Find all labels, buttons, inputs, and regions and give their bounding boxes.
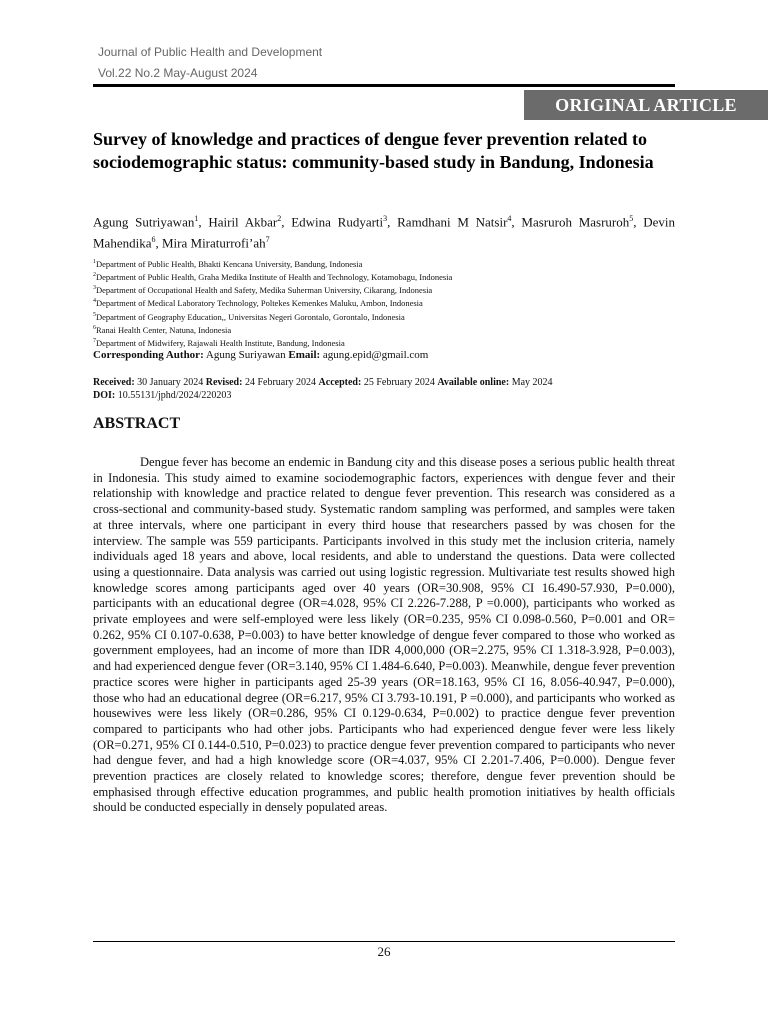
- affiliation-item: $^4$Department of Medical Laboratory Technology, Poltekes Kemenkes Maluku, Ambon, Indonesia: [93, 298, 423, 309]
- author-affiliation-mark: 2: [277, 214, 282, 223]
- author-affiliation-mark: 4: [507, 214, 512, 223]
- corresponding-email: agung.epid@gmail.com: [322, 349, 429, 361]
- author-affiliation-mark: 7: [265, 235, 270, 245]
- author-affiliation-mark: 6: [151, 235, 156, 245]
- received-date: 30 January 2024: [137, 377, 204, 388]
- author-name: Edwina Rudyarti: [291, 214, 384, 230]
- affiliation-item: $^5$Department of Geography Education,, Universitas Negeri Gorontalo, Gorontalo, Indonesia: [93, 311, 405, 322]
- accepted-label: Accepted:: [318, 377, 362, 388]
- author-list: Agung Sutriyawan$^1$, Hairil Akbar$^2$, Edwina Rudyarti$^3$, Ramdhani M Natsir$^4$, Masruroh Masruroh$^5$, Devin Mahendika$^6$, Mira $Miraturrofi’ah^7$: [93, 214, 676, 251]
- doi-label: DOI:: [93, 390, 116, 401]
- article-type-badge: ORIGINAL ARTICLE: [524, 90, 768, 120]
- author-name: Masruroh Masruroh: [521, 214, 630, 230]
- affiliation-item: $^2$Department of Public Health, Graha Medika Institute of Health and Technology, Kotamobagu, Indonesia: [93, 271, 453, 282]
- journal-volume: Vol.22 No.2 May-August 2024: [98, 66, 258, 80]
- author-name: Ramdhani M Natsir: [397, 214, 508, 230]
- doi-line: [93, 389, 693, 402]
- corresponding-author: [93, 348, 693, 362]
- revised-date: 24 February 2024: [244, 377, 317, 388]
- author-name: Mira Miraturrofi’ah: [161, 235, 266, 251]
- available-online-date: May 2024: [511, 377, 553, 388]
- abstract-heading: ABSTRACT: [93, 415, 181, 432]
- author-name: Hairil Akbar: [208, 214, 278, 230]
- page-number: 26: [377, 944, 391, 959]
- journal-name: Journal of Public Health and Development: [98, 45, 323, 59]
- affiliation-item: $^6$Ranai Health Center, Natuna, Indonesia: [93, 324, 232, 335]
- email-label: Email:: [288, 349, 321, 361]
- article-dates: [93, 376, 693, 389]
- affiliation-list: [93, 257, 693, 349]
- author-name: Agung Sutriyawan: [93, 214, 195, 230]
- received-label: Received:: [93, 377, 135, 388]
- header-rule: [93, 84, 675, 87]
- affiliation-item: $^7$Department of Midwifery, Rajawali Health Institute, Bandung, Indonesia: [93, 337, 345, 348]
- article-title: Survey of knowledge and practices of dengue fever prevention related to sociodemographic status: community-based study in Bandung, Indonesia: [93, 129, 654, 172]
- author-affiliation-mark: 1: [194, 214, 199, 223]
- abstract-text: Dengue fever has become an endemic in Bandung city and this disease poses a serious public health threat in Indonesia. This study aimed to examine sociodemographic factors, experiences with dengue fever and their relationship with knowledge and practice related to dengue fever prevention. This research was considered as a cross-sectional and community-based study. Systematic random sampling was performed, and samples were taken at three intervals, where one participant in every third house that researchers passed by was chosen for the interview. The sample was 559 participants. Participants involved in this study met the inclusion criteria, namely individuals aged 18 years and above, local residents, and able to understand the questions. Data were collected using a questionnaire. Data analysis was carried out using logistic regression. Multivariate test results showed high knowledge scores among participants aged over 40 years (OR=30.908, 95% CI 16.490-57.930, P=0.000), participants with an educational degree (OR=4.028, 95% CI 2.226-7.288, P =0.000), participants who worked as private employees and were self-employed were less likely (OR=0.235, 95% CI 0.098-0.560, P=0.001 and OR= 0.262, 95% CI 0.107-0.638, P=0.003) to have better knowledge of dengue fever compared to those who worked as government employees, had an income of more than IDR 4,000,000 (OR=2.275, 95% CI 1.318-3.928, P=0.003), and had experienced dengue fever (OR=3.140, 95% CI 1.484-6.640, P=0.003). Meanwhile, dengue fever prevention practice scores were higher in participants aged 25-39 years (OR=18.163, 95% CI 16, 8.056-40.947, P=0.000), those who had an educational degree (OR=6.217, 95% CI 3.793-10.191, P =0.000), and participants who worked as housewives were less likely (OR=0.286, 95% CI 0.129-0.634, P=0.002) to practice dengue fever prevention compared to participants who had other jobs. Participants who had experienced dengue fever were less likely (OR=0.271, 95% CI 0.144-0.510, P=0.023) to practice dengue fever prevention compared to participants who never had dengue fever, and had a high knowledge score (OR=4.037, 95% CI 2.201-7.406, P=0.000). Dengue fever prevention practices are closely related to knowledge scores; therefore, dengue fever prevention should be emphasised through effective education programmes, and public health promotion initiatives by health officials should be conducted especially in densely populated areas.: [93, 455, 675, 815]
- corresponding-author-name: Agung Suriyawan: [205, 349, 286, 361]
- author-affiliation-mark: 3: [383, 214, 388, 223]
- affiliation-item: $^3$Department of Occupational Health and Safety, Medika Suherman University, Cikarang, Indonesia: [93, 285, 433, 296]
- revised-label: Revised:: [205, 377, 243, 388]
- available-online-label: Available online:: [437, 377, 510, 388]
- doi-value[interactable]: 10.55131/jphd/2024/220203: [117, 390, 232, 401]
- footer-rule: [93, 941, 675, 942]
- author-name: Devin Mahendika: [93, 214, 676, 251]
- author-affiliation-mark: 5: [629, 214, 634, 223]
- corresponding-author-label: Corresponding Author:: [93, 349, 204, 361]
- affiliation-item: $^1$Department of Public Health, Bhakti Kencana University, Bandung, Indonesia: [93, 258, 363, 269]
- accepted-date: 25 February 2024: [363, 377, 435, 388]
